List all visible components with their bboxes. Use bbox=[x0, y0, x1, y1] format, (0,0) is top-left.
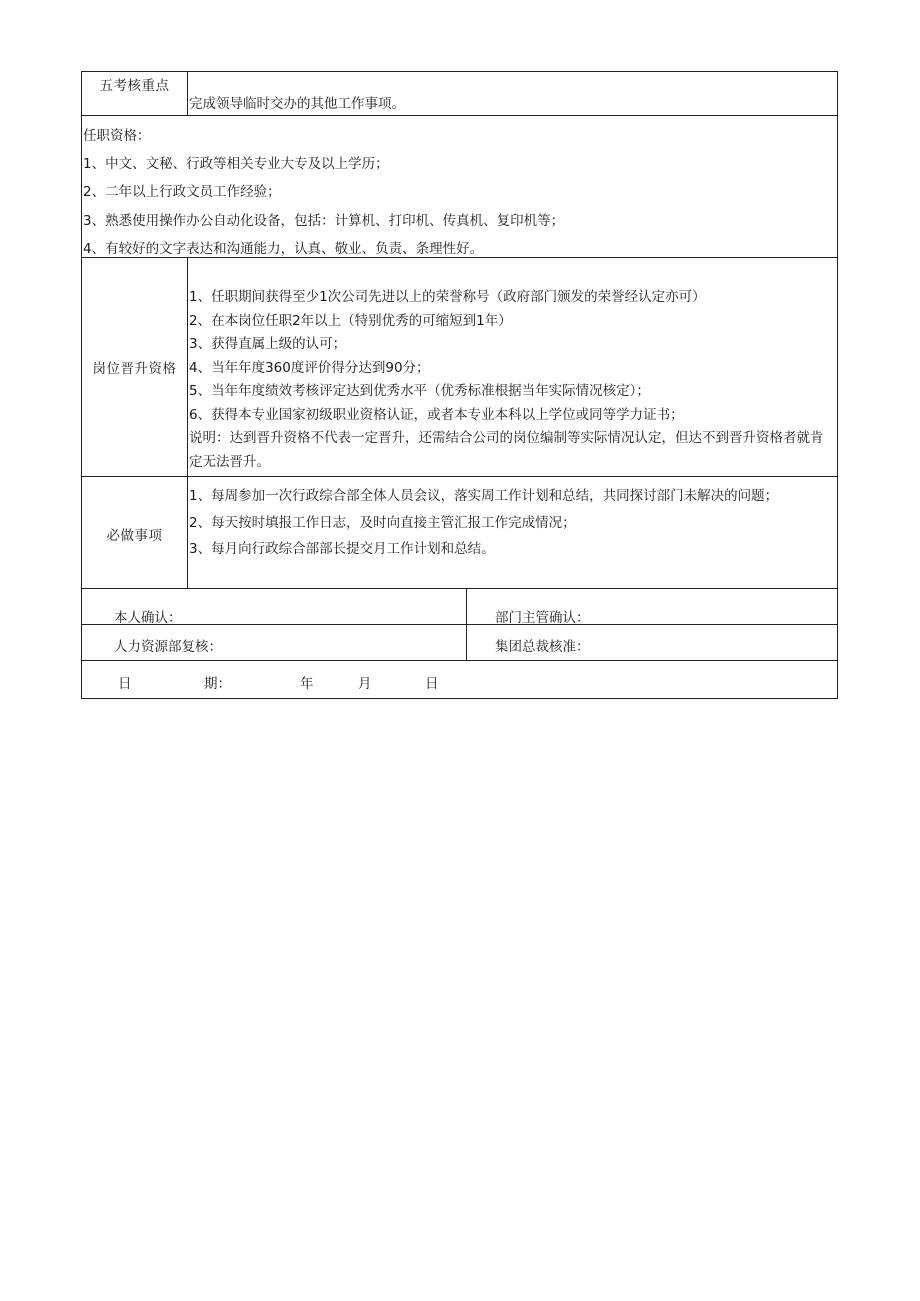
promotion-item: 2、在本岗位任职2年以上（特别优秀的可缩短到1年） bbox=[189, 312, 512, 329]
promotion-item: 6、获得本专业国家初级职业资格认证，或者本专业本科以上学位或同等学力证书； bbox=[189, 406, 684, 423]
self-confirm-cell bbox=[82, 589, 467, 624]
self-confirm-label: 本人确认： bbox=[114, 610, 182, 626]
dept-confirm-label: 部门主管确认： bbox=[495, 610, 590, 626]
promotion-item: 5、当年年度绩效考核评定达到优秀水平（优秀标准根据当年实际情况核定）； bbox=[189, 383, 650, 399]
promotion-note: 说明：达到晋升资格不代表一定晋升，还需结合公司的岗位编制等实际情况认定，但达不到晋升资格者就肯定无法晋升。 bbox=[189, 430, 824, 470]
assessment-focus-row bbox=[81, 71, 838, 116]
hr-review-label: 人力资源部复核： bbox=[114, 639, 222, 655]
promotion-label: 岗位晋升资格 bbox=[82, 258, 188, 476]
assessment-focus-label: 五考核重点 bbox=[82, 72, 188, 115]
promotion-section bbox=[81, 258, 838, 477]
mandatory-item: 3、每月向行政综合部部长提交月工作计划和总结。 bbox=[189, 541, 495, 557]
ceo-approve-cell bbox=[467, 625, 837, 660]
qualification-item: 3、熟悉使用操作办公自动化设备，包括：计算机、打印机、传真机、复印机等； bbox=[83, 212, 565, 229]
hr-review-cell bbox=[82, 625, 467, 660]
qualifications-title: 任职资格： bbox=[83, 128, 151, 144]
dept-confirm-cell bbox=[467, 589, 837, 624]
qualification-item: 2、二年以上行政文员工作经验； bbox=[83, 184, 281, 201]
qualification-item: 1、中文、文秘、行政等相关专业大专及以上学历； bbox=[83, 156, 389, 173]
signature-row-2 bbox=[81, 625, 838, 661]
date-year: 年 bbox=[300, 676, 314, 692]
date-day: 日 bbox=[425, 676, 439, 692]
ceo-approve-label: 集团总裁核准： bbox=[495, 639, 590, 655]
mandatory-label: 必做事项 bbox=[82, 477, 188, 588]
date-row bbox=[81, 661, 838, 699]
job-description-form bbox=[81, 71, 838, 699]
promotion-item: 1、任职期间获得至少1次公司先进以上的荣誉称号（政府部门颁发的荣誉经认定亦可） bbox=[189, 289, 706, 305]
date-qi: 期： bbox=[204, 676, 231, 692]
date-ri: 日 bbox=[118, 676, 132, 692]
signature-row-1 bbox=[81, 589, 838, 625]
qualifications-section bbox=[81, 116, 838, 258]
assessment-focus-text: 完成领导临时交办的其他工作事项。 bbox=[189, 96, 405, 112]
date-month: 月 bbox=[358, 676, 372, 692]
promotion-item: 3、获得直属上级的认可； bbox=[189, 336, 347, 352]
mandatory-section bbox=[81, 477, 838, 589]
qualification-item: 4、有较好的文字表达和沟通能力，认真、敬业、负责、条理性好。 bbox=[83, 240, 484, 257]
promotion-item: 4、当年年度360度评价得分达到90分； bbox=[189, 359, 430, 376]
mandatory-item: 1、每周参加一次行政综合部全体人员会议，落实周工作计划和总结，共同探讨部门未解决的问题； bbox=[189, 488, 779, 504]
mandatory-item: 2、每天按时填报工作日志，及时向直接主管汇报工作完成情况； bbox=[189, 514, 576, 531]
